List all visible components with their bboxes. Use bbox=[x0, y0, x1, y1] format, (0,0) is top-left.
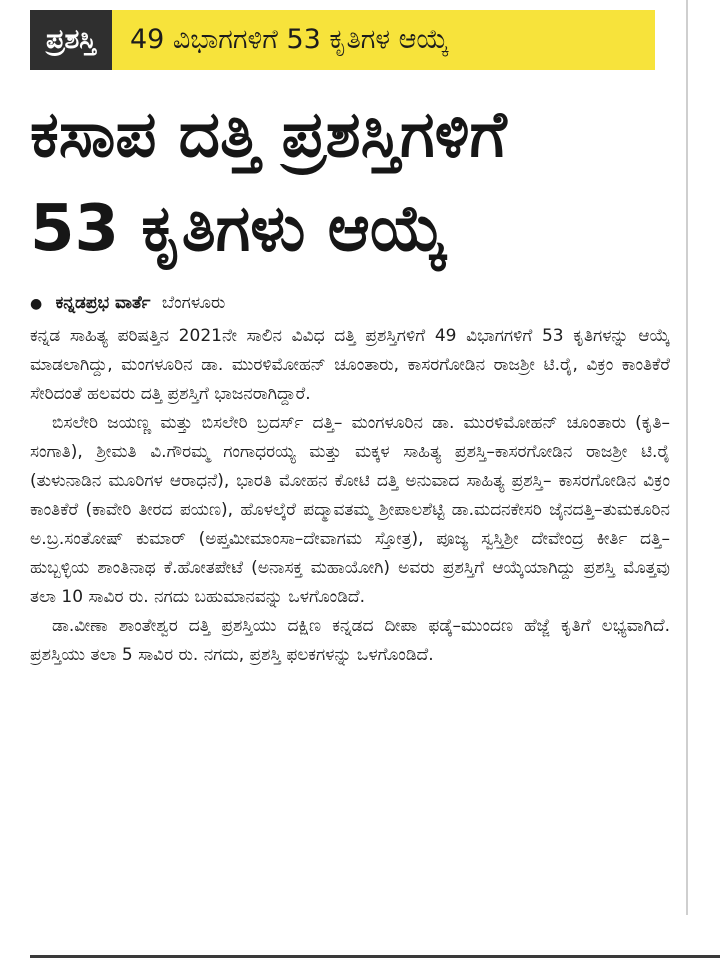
paragraph-1: ಕನ್ನಡ ಸಾಹಿತ್ಯ ಪರಿಷತ್ತಿನ 2021ನೇ ಸಾಲಿನ ವಿವಿಧ ದತ್ತಿ ಪ್ರಶಸ್ತಿಗಳಿಗೆ 49 ವಿಭಾಗಗಳಿಗೆ 53 ಕೃತಿಗಳನ್ನು ಆಯ್ಕೆ ಮಾಡಲಾಗಿದ್ದು, ಮಂಗಳೂರಿನ ಡಾ. ಮುರಳಿಮೋಹನ್ ಚೂಂತಾರು, ಕಾಸರಗೋಡಿನ ರಾಜಶ್ರೀ ಟಿ.ರೈ, ವಿಕ್ರಂ ಕಾಂತಿಕೆರೆ ಸೇರಿದಂತೆ ಹಲವರು ದತ್ತಿ ಪ್ರಶಸ್ತಿಗೆ ಭಾಜನರಾಗಿದ್ದಾರೆ. bbox=[30, 326, 670, 404]
headline-line-1: ಕಸಾಪ ದತ್ತಿ ಪ್ರಶಸ್ತಿಗಳಿಗೆ bbox=[30, 98, 507, 172]
paragraph-3: ಡಾ.ವೀಣಾ ಶಾಂತೇಶ್ವರ ದತ್ತಿ ಪ್ರಶಸ್ತಿಯು ದಕ್ಷಿಣ ಕನ್ನಡದ ದೀಪಾ ಫಡ್ಕೆ–ಮುಂದಣ ಹೆಜ್ಜೆ ಕೃತಿಗೆ ಲಭ್ಯವಾಗಿದೆ. ಪ್ರಶಸ್ತಿಯು ತಲಾ 5 ಸಾವಿರ ರು. ನಗದು, ಪ್ರಶಸ್ತಿ ಫಲಕಗಳನ್ನು ಒಳಗೊಂಡಿದೆ. bbox=[30, 616, 670, 665]
bottom-divider bbox=[30, 955, 720, 958]
kicker-banner bbox=[30, 10, 655, 70]
column-divider bbox=[686, 0, 688, 915]
section-tag: ಪ್ರಶಸ್ತಿ bbox=[30, 10, 112, 70]
article-body bbox=[30, 322, 670, 670]
byline bbox=[30, 292, 225, 315]
kicker-text: 49 ವಿಭಾಗಗಳಿಗೆ 53 ಕೃತಿಗಳ ಆಯ್ಕೆ bbox=[112, 10, 655, 70]
paragraph-2: ಬಿಸಲೇರಿ ಜಯಣ್ಣ ಮತ್ತು ಬಿಸಲೇರಿ ಬ್ರದರ್ಸ್ ದತ್ತಿ– ಮಂಗಳೂರಿನ ಡಾ. ಮುರಳಿಮೋಹನ್ ಚೂಂತಾರು (ಕೃತಿ–ಸಂಗಾತಿ), ಶ್ರೀಮತಿ ವಿ.ಗೌರಮ್ಮ ಗಂಗಾಧರಯ್ಯ ಮತ್ತು ಮಕ್ಕಳ ಸಾಹಿತ್ಯ ಪ್ರಶಸ್ತಿ–ಕಾಸರಗೋಡಿನ ರಾಜಶ್ರೀ ಟಿ.ರೈ (ತುಳುನಾಡಿನ ಮೂರಿಗಳ ಆರಾಧನೆ), ಭಾರತಿ ಮೋಹನ ಕೋಟಿ ದತ್ತಿ ಅನುವಾದ ಸಾಹಿತ್ಯ ಪ್ರಶಸ್ತಿ– ಕಾಸರಗೋಡಿನ ವಿಕ್ರಂ ಕಾಂತಿಕೆರೆ (ಕಾವೇರಿ ತೀರದ ಪಯಣ), ಹೊಳಲ್ಕೆರೆ ಪದ್ಮಾವತಮ್ಮ ಶ್ರೀಪಾಲಶೆಟ್ಟಿ ಡಾ.ಮದನಕೇಸರಿ ಜೈನದತ್ತಿ–ತುಮಕೂರಿನ ಅ.ಬ್ರ.ಸಂತೋಷ್ ಕುಮಾರ್ (ಅಪ್ತಮೀಮಾಂಸಾ–ದೇವಾಗಮ ಸ್ತೋತ್ರ), ಪೂಜ್ಯ ಸ್ವಸ್ತಿಶ್ರೀ ದೇವೇಂದ್ರ ಕೀರ್ತಿ ದತ್ತಿ– ಹುಬ್ಬಳ್ಳಿಯ ಶಾಂತಿನಾಥ ಕೆ.ಹೋತಪೇಟೆ (ಅನಾಸಕ್ತ ಮಹಾಯೋಗಿ) ಅವರು ಪ್ರಶಸ್ತಿಗೆ ಆಯ್ಕೆಯಾಗಿದ್ದು ಪ್ರಶಸ್ತಿ ಮೊತ್ತವು ತಲಾ 10 ಸಾವಿರ ರು. ನಗದು ಬಹುಮಾನವನ್ನು ಒಳಗೊಂಡಿದೆ. bbox=[30, 413, 670, 607]
byline-place: ಬೆಂಗಳೂರು bbox=[161, 293, 226, 313]
headline-line-2: 53 ಕೃತಿಗಳು ಆಯ್ಕೆ bbox=[30, 192, 448, 266]
bullet-icon: ● bbox=[30, 296, 43, 312]
headline bbox=[30, 88, 680, 276]
byline-agency: ಕನ್ನಡಪ್ರಭ ವಾರ್ತೆ bbox=[55, 293, 151, 313]
